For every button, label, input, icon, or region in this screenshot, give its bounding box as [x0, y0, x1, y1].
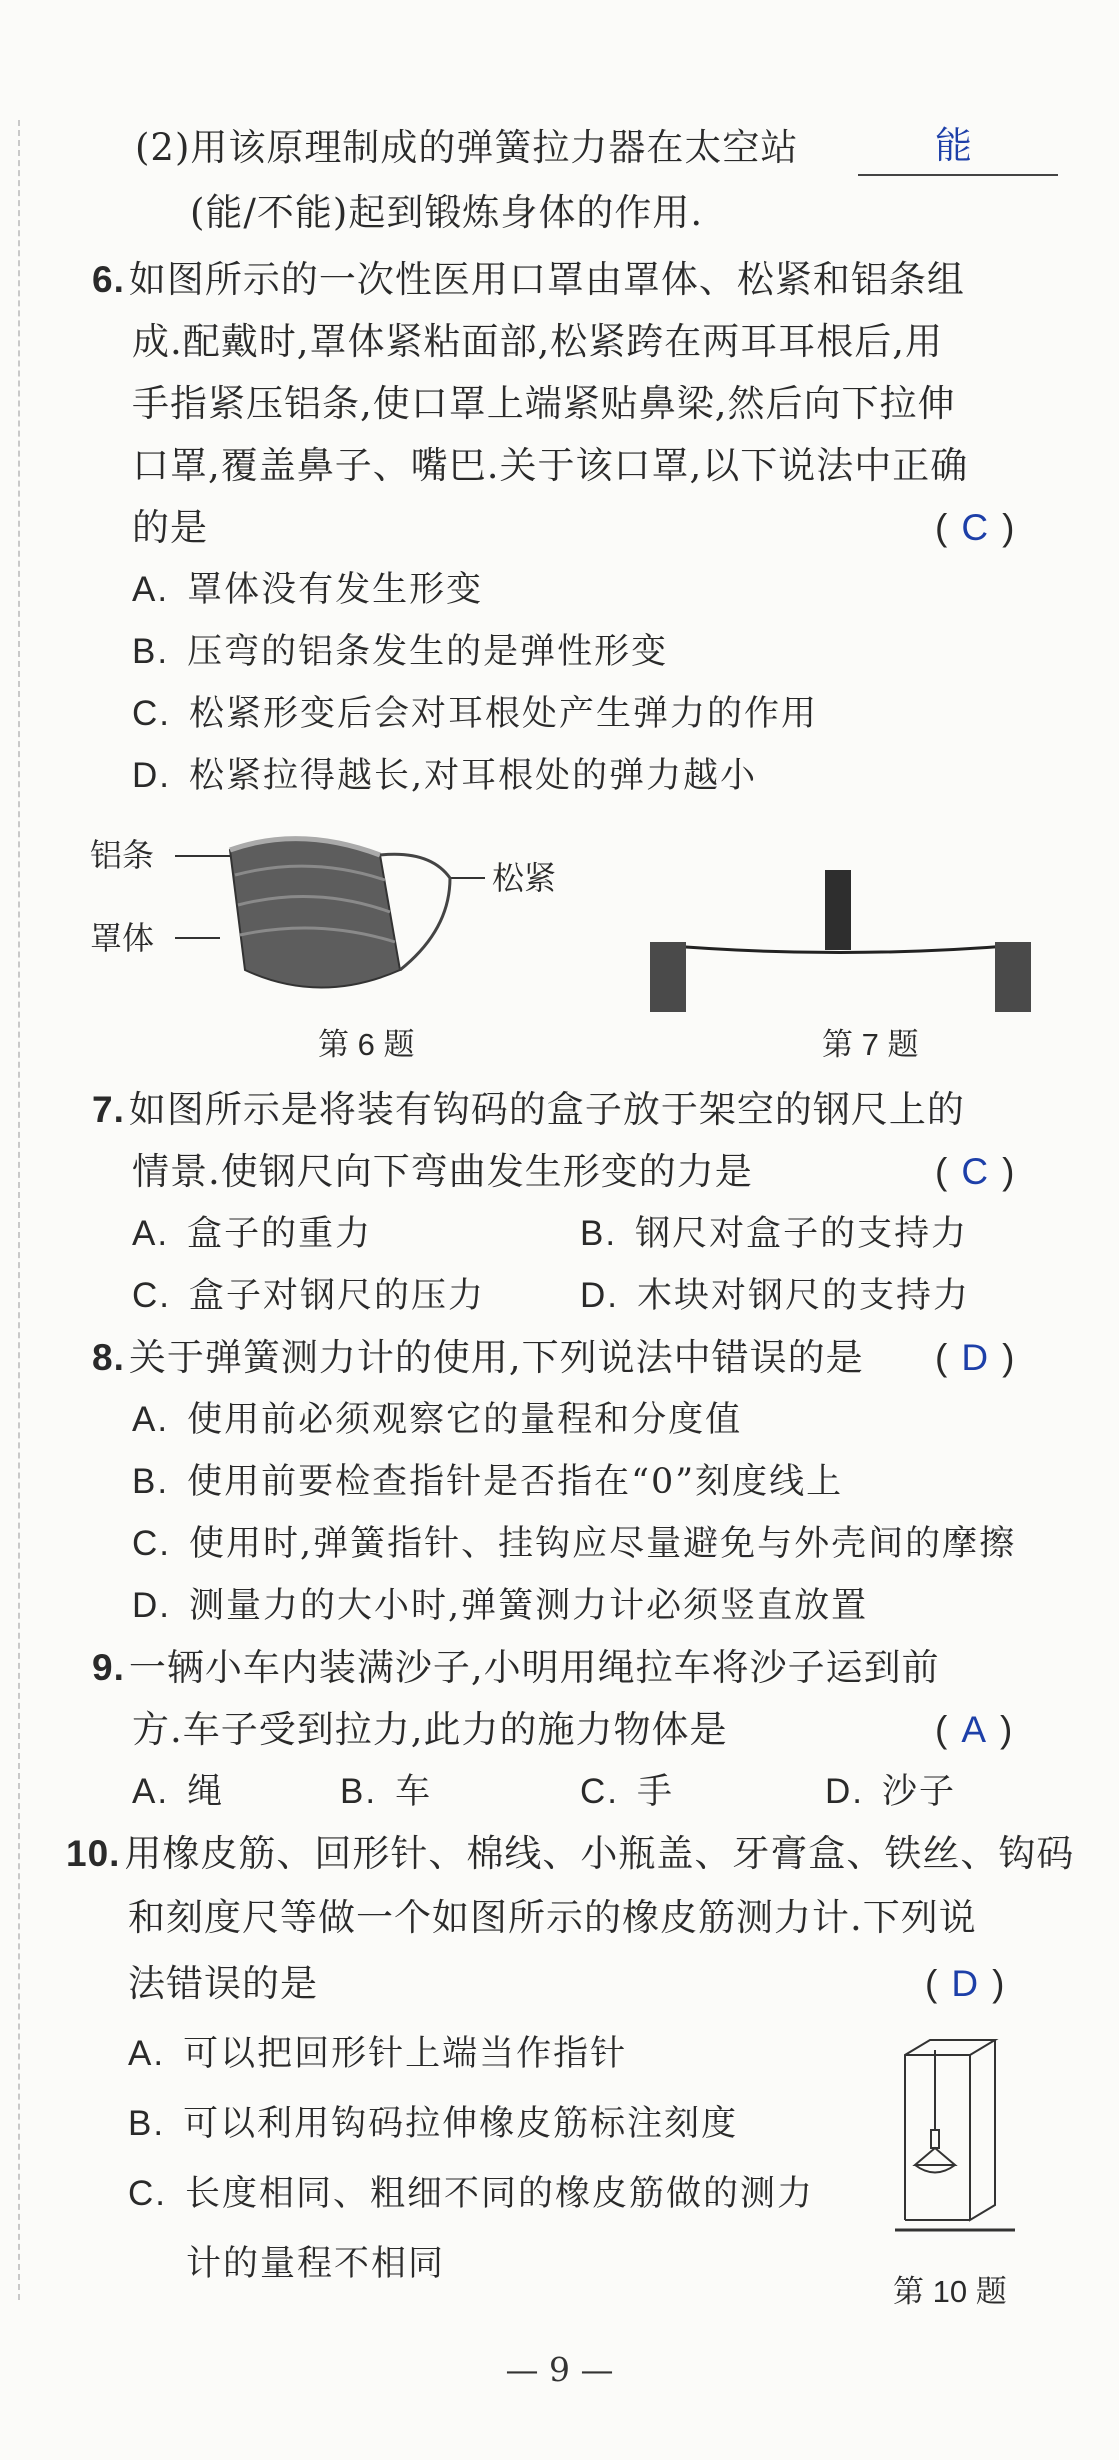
- q6-mask-illustration: [150, 820, 490, 1020]
- q6-number: 6.: [92, 259, 125, 300]
- option-letter: B.: [132, 1462, 170, 1501]
- q6-option-c: [132, 686, 818, 742]
- q9-option-b: [340, 1764, 432, 1820]
- q10-force-meter-illustration: [885, 2035, 1040, 2260]
- q7-number: 7.: [92, 1089, 125, 1130]
- q7-option-a: [132, 1206, 372, 1262]
- q7-line-1: [92, 1082, 965, 1138]
- q6-text-1: 如图所示的一次性医用口罩由罩体、松紧和铝条组: [128, 258, 965, 301]
- q6-line-1: [92, 252, 965, 308]
- option-letter: D.: [825, 1772, 864, 1811]
- q6-answer: C: [961, 507, 989, 548]
- option-text: 压弯的铝条发生的是弹性形变: [187, 632, 669, 672]
- option-letter: B.: [128, 2104, 166, 2143]
- option-text: 测量力的大小时,弹簧测力计必须竖直放置: [189, 1586, 869, 1626]
- option-letter: D.: [580, 1276, 619, 1315]
- q8-option-d: [132, 1578, 868, 1634]
- q6-line-2: 成.配戴时,罩体紧粘面部,松紧跨在两耳耳根后,用: [132, 320, 944, 363]
- q10-text-1: 用橡皮筋、回形针、棉线、小瓶盖、牙膏盒、铁丝、钩码: [124, 1832, 1075, 1875]
- q5-part2-line2: (能/不能)起到锻炼身体的作用.: [190, 191, 704, 234]
- q5-part2-line1: (2)用该原理制成的弹簧拉力器在太空站: [135, 126, 799, 169]
- q6-line-4: 口罩,覆盖鼻子、嘴巴.关于该口罩,以下说法中正确: [132, 444, 969, 487]
- option-text: 可以利用钩码拉伸橡皮筋标注刻度: [183, 2104, 739, 2144]
- q7-ruler-illustration: [640, 860, 1040, 1020]
- q7-option-d: [580, 1268, 970, 1324]
- q7-text-1: 如图所示是将装有钩码的盒子放于架空的钢尺上的: [128, 1088, 965, 1131]
- option-letter: C.: [132, 694, 171, 733]
- option-letter: A.: [132, 1400, 170, 1439]
- option-text: 手: [637, 1772, 675, 1812]
- option-text: 可以把回形针上端当作指针: [183, 2034, 628, 2074]
- q10-answer-paren: ( D ): [925, 1963, 1005, 2004]
- option-text: 使用前必须观察它的量程和分度值: [187, 1400, 743, 1440]
- q7-answer-paren: ( C ): [935, 1151, 1015, 1192]
- option-letter: C.: [128, 2174, 167, 2213]
- option-text: 使用时,弹簧指针、挂钩应尽量避免与外壳间的摩擦: [189, 1524, 1017, 1564]
- q8-answer-paren: ( D ): [935, 1337, 1015, 1378]
- q10-number: 10.: [66, 1833, 121, 1874]
- q8-option-a: [132, 1392, 742, 1448]
- option-text: 木块对钢尺的支持力: [637, 1276, 971, 1316]
- q9-option-d: [825, 1764, 956, 1820]
- q9-answer: A: [961, 1709, 987, 1750]
- q6-option-d: [132, 748, 757, 804]
- option-text: 钢尺对盒子的支持力: [635, 1214, 969, 1254]
- q9-option-a: [132, 1764, 224, 1820]
- q6-line-5: 的是: [132, 506, 208, 549]
- q10-caption: 第 10 题: [893, 2274, 1007, 2309]
- q6-label-aluminum: 铝条: [90, 836, 155, 874]
- option-text: 沙子: [882, 1772, 957, 1812]
- option-letter: A.: [132, 1214, 170, 1253]
- q7-option-b: [580, 1206, 968, 1262]
- q9-line-2: 方.车子受到拉力,此力的施力物体是: [132, 1708, 728, 1751]
- q8-answer: D: [961, 1337, 989, 1378]
- page-number: — 9 —: [505, 2350, 614, 2389]
- q6-option-b: [132, 624, 668, 680]
- option-text: 车: [395, 1772, 433, 1812]
- q10-line-3: 法错误的是: [128, 1962, 318, 2005]
- option-letter: A.: [128, 2034, 166, 2073]
- q5-answer-blank: [858, 174, 1058, 176]
- q6-label-body: 罩体: [90, 919, 155, 957]
- option-letter: B.: [340, 1772, 378, 1811]
- option-text: 盒子的重力: [187, 1214, 373, 1254]
- option-letter: B.: [132, 632, 170, 671]
- q6-caption: 第 6 题: [318, 1027, 415, 1062]
- option-letter: A.: [132, 570, 170, 609]
- q7-answer: C: [961, 1151, 989, 1192]
- q10-option-c: [128, 2166, 814, 2222]
- q7-line-2: 情景.使钢尺向下弯曲发生形变的力是: [132, 1150, 753, 1193]
- option-letter: C.: [132, 1524, 171, 1563]
- margin-dashed-line: [18, 120, 20, 2300]
- q8-number: 8.: [92, 1337, 125, 1378]
- option-text: 使用前要检查指针是否指在“0”刻度线上: [187, 1462, 844, 1502]
- q10-option-a: [128, 2026, 627, 2082]
- option-letter: A.: [132, 1772, 170, 1811]
- q8-text-1: 关于弹簧测力计的使用,下列说法中错误的是: [128, 1336, 864, 1379]
- q6-label-elastic: 松紧: [492, 859, 557, 897]
- q9-option-c: [580, 1764, 674, 1820]
- option-letter: C.: [132, 1276, 171, 1315]
- option-letter: D.: [132, 756, 171, 795]
- option-text: 盒子对钢尺的压力: [189, 1276, 486, 1316]
- q8-line-1: [92, 1330, 864, 1386]
- q9-line-1: [92, 1640, 940, 1696]
- option-letter: C.: [580, 1772, 619, 1811]
- option-text: 绳: [187, 1772, 225, 1812]
- option-letter: D.: [132, 1586, 171, 1625]
- q9-number: 9.: [92, 1647, 125, 1688]
- q10-line-1: [66, 1826, 1074, 1882]
- q9-text-1: 一辆小车内装满沙子,小明用绳拉车将沙子运到前: [128, 1646, 940, 1689]
- q6-answer-paren: ( C ): [935, 507, 1015, 548]
- q10-option-b: [128, 2096, 738, 2152]
- q9-answer-paren: ( A ): [935, 1709, 1013, 1750]
- q10-line-2: 和刻度尺等做一个如图所示的橡皮筋测力计.下列说: [128, 1896, 977, 1939]
- q7-caption: 第 7 题: [822, 1027, 919, 1062]
- q7-option-c: [132, 1268, 485, 1324]
- option-text: 松紧拉得越长,对耳根处的弹力越小: [189, 756, 758, 796]
- option-text: 松紧形变后会对耳根处产生弹力的作用: [189, 694, 819, 734]
- q6-option-a: [132, 562, 483, 618]
- q6-line-3: 手指紧压铝条,使口罩上端紧贴鼻梁,然后向下拉伸: [132, 382, 956, 425]
- q10-answer: D: [951, 1963, 979, 2004]
- option-letter: B.: [580, 1214, 618, 1253]
- option-text: 罩体没有发生形变: [187, 570, 484, 610]
- q8-option-b: [132, 1454, 843, 1510]
- q8-option-c: [132, 1516, 1016, 1572]
- q5-answer: 能: [935, 125, 972, 166]
- option-text: 长度相同、粗细不同的橡皮筋做的测力: [185, 2174, 815, 2214]
- q10-option-c-cont: 计的量程不相同: [186, 2244, 446, 2284]
